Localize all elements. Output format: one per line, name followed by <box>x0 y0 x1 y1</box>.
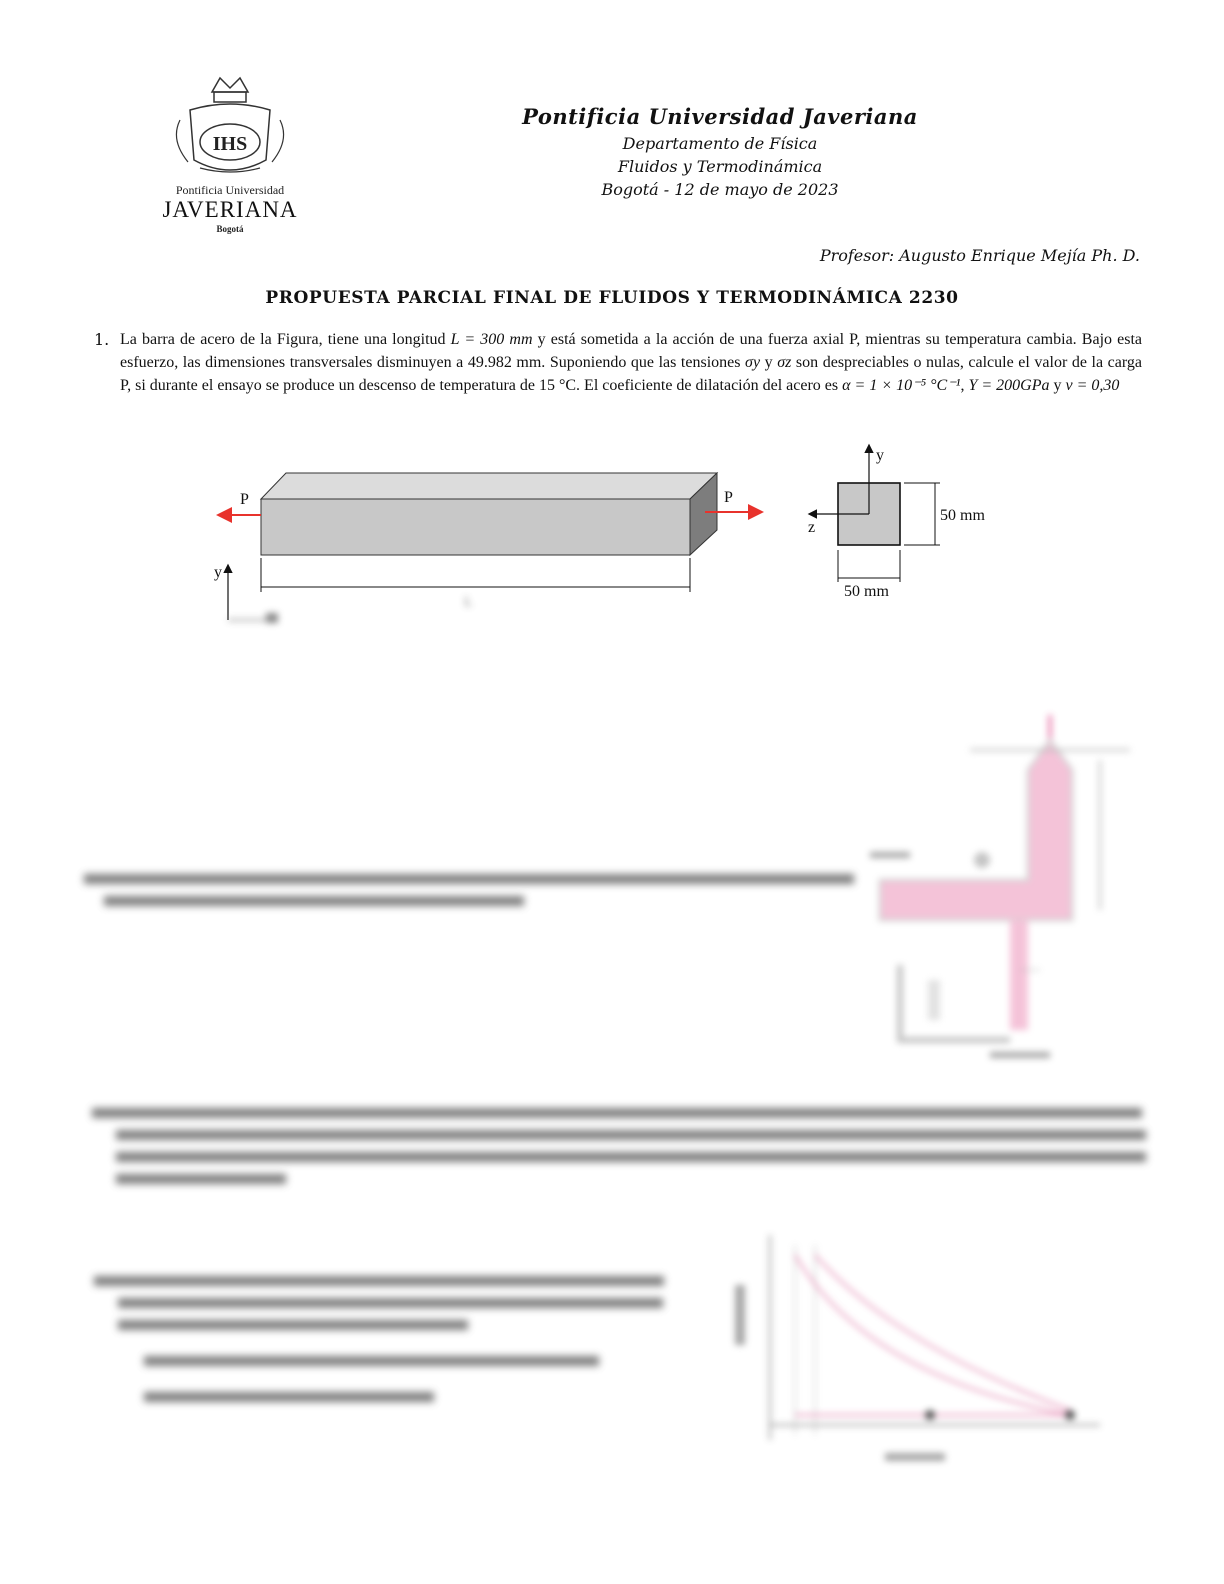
problem-1-text-f: y <box>1049 377 1066 394</box>
logo-emblem-letters: IHS <box>212 133 248 155</box>
section-z-label: z <box>808 519 816 536</box>
y-axis-label: y <box>214 564 222 581</box>
problem-1-text-c: y <box>760 354 778 371</box>
blurred-pipe-figure <box>870 710 1150 1070</box>
sigma-z: σz <box>777 354 792 371</box>
section-y-label: y <box>876 447 884 464</box>
problem-1-text-d: son despreciables o nulas, calcule el valor de la carga P, si durante el ensayo se produce un descenso de temperatura de 15 °C. El coeficiente de dilatación del acero es <box>120 354 1142 394</box>
poisson-ratio-equation: ν = 0,30 <box>1065 377 1120 394</box>
young-modulus-equation: Y = 200GPa <box>968 377 1050 394</box>
blurred-pv-diagram <box>715 1225 1105 1475</box>
university-name: Pontificia Universidad Javeriana <box>522 104 918 129</box>
steel-bar <box>261 499 690 555</box>
blurred-problem-4 <box>94 1270 674 1402</box>
course-name: Fluidos y Termodinámica <box>617 157 823 176</box>
height-label: 50 mm <box>940 507 985 524</box>
logo-line3: Bogotá <box>216 224 244 234</box>
problem-1-text <box>120 328 1142 397</box>
date-line: Bogotá - 12 de mayo de 2023 <box>601 180 839 199</box>
bar-figure <box>200 460 780 640</box>
length-equation: L = 300 mm <box>450 331 533 348</box>
width-label: 50 mm <box>844 583 889 600</box>
cross-section-figure <box>800 440 1020 600</box>
problem-1-text-a: La barra de acero de la Figura, tiene una longitud <box>120 331 451 348</box>
force-right-label: P <box>724 489 733 506</box>
problem-1-number: 1. <box>94 330 110 349</box>
problem-1-text-e: , <box>960 377 969 394</box>
logo-line1: Pontificia Universidad <box>175 183 285 197</box>
professor-line: Profesor: Augusto Enrique Mejía Ph. D. <box>819 246 1140 265</box>
department: Departamento de Física <box>622 134 818 153</box>
sigma-y: σy <box>745 354 761 371</box>
blurred-problem-3 <box>92 1102 1148 1184</box>
exam-title: PROPUESTA PARCIAL FINAL DE FLUIDOS Y TERMODINÁMICA 2230 <box>265 288 959 308</box>
blurred-problem-2 <box>84 868 864 906</box>
logo-line2: JAVERIANA <box>162 197 298 222</box>
length-label: L <box>464 595 473 610</box>
problem-1-text-b: y está sometida a la acción de una fuerza axial P, mientras su temperatura cambia. Bajo esta esfuerzo, las dimensiones transversales disminuyen a 49.982 mm. Suponiendo que las tensiones <box>120 331 1143 371</box>
university-logo <box>150 70 310 240</box>
force-left-label: P <box>240 491 249 508</box>
alpha-equation: α = 1 × 10⁻⁵ °C⁻¹ <box>842 377 961 394</box>
